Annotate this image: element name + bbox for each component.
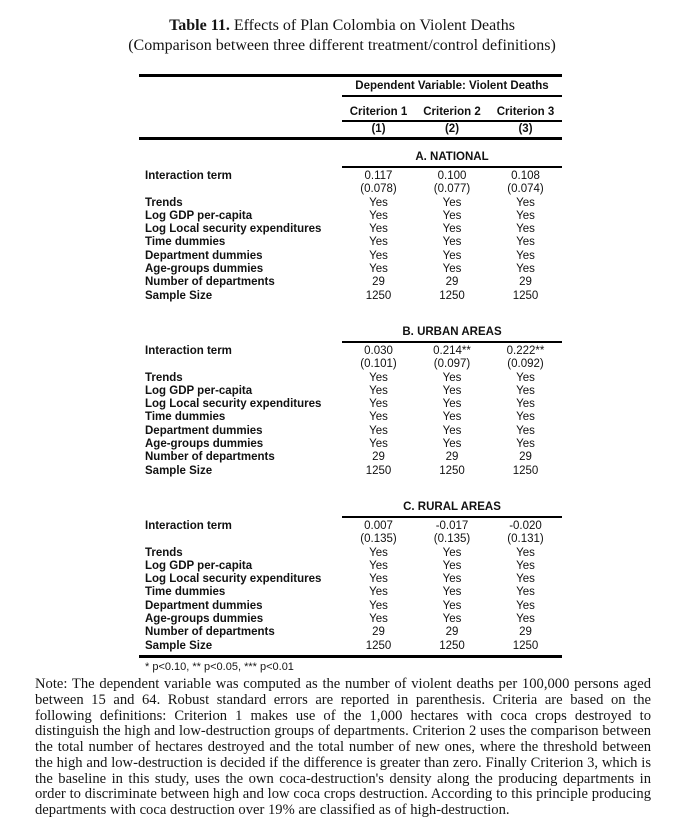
- table-row: [139, 170, 562, 183]
- cell-value: Yes: [369, 398, 388, 411]
- cell-value: Yes: [442, 209, 462, 222]
- cell-value: (0.101): [360, 358, 397, 371]
- cell-value: Yes: [442, 384, 462, 397]
- table-row: [139, 547, 562, 560]
- table-row: [139, 276, 562, 289]
- cell-value: 1250: [512, 289, 539, 302]
- cell-value: Yes: [442, 613, 462, 626]
- cell-value: Yes: [369, 263, 388, 276]
- cell-value: Yes: [516, 209, 535, 222]
- row-label: Sample Size: [145, 289, 213, 302]
- cell-value: Yes: [516, 424, 535, 437]
- cell-value: 29: [519, 276, 532, 289]
- panel-title: C. RURAL AREAS: [342, 501, 562, 518]
- row-label: Log Local security expenditures: [145, 223, 322, 236]
- cell-value: Yes: [369, 546, 388, 559]
- cell-value: Yes: [369, 573, 388, 586]
- cell-value: Yes: [369, 559, 388, 572]
- criterion-header-row: [139, 106, 562, 122]
- cell-value: 0.100: [437, 170, 467, 182]
- cell-value: -0.020: [509, 519, 542, 532]
- cell-value: Yes: [369, 384, 388, 397]
- cell-value: (0.097): [433, 358, 471, 371]
- table-row: [139, 197, 562, 210]
- cell-value: 1250: [365, 464, 392, 477]
- cell-value: Yes: [369, 371, 388, 384]
- cell-value: Yes: [516, 573, 535, 586]
- row-label: Department dummies: [145, 249, 263, 262]
- cell-value: 0.214**: [433, 344, 471, 357]
- cell-value: 29: [372, 276, 385, 289]
- cell-value: 0.117: [364, 170, 393, 182]
- cell-value: 29: [445, 276, 459, 289]
- header-gap: [139, 97, 562, 106]
- row-label: Time dummies: [145, 411, 226, 424]
- table-row: [139, 223, 562, 236]
- table-row: [139, 385, 562, 398]
- panel-spacer: [139, 151, 342, 168]
- cell-value: (0.135): [433, 533, 471, 546]
- cell-value: Yes: [516, 196, 535, 209]
- cell-value: Yes: [516, 384, 535, 397]
- dependent-variable-header: Dependent Variable: Violent Deaths: [342, 80, 562, 97]
- table-row: [139, 236, 562, 249]
- cell-value: Yes: [369, 411, 388, 424]
- panel-national: [139, 151, 562, 303]
- table-row: [139, 451, 562, 464]
- row-label: Number of departments: [145, 626, 275, 639]
- table-row: [139, 263, 562, 276]
- cell-value: Yes: [516, 586, 535, 599]
- row-label: Department dummies: [145, 599, 263, 612]
- cell-value: 0.030: [364, 344, 393, 357]
- column-number-row: [139, 122, 562, 137]
- cell-value: Yes: [369, 424, 388, 437]
- cell-value: 29: [445, 451, 459, 464]
- panel-header-row: [139, 151, 562, 168]
- cell-value: Yes: [442, 424, 462, 437]
- cell-value: 0.007: [364, 519, 393, 532]
- cell-value: Yes: [516, 236, 535, 249]
- table-title-line1: [0, 16, 684, 36]
- cell-value: Yes: [442, 599, 462, 612]
- cell-value: 1250: [439, 464, 465, 477]
- table-row: [139, 345, 562, 358]
- cell-value: Yes: [442, 398, 462, 411]
- cell-value: 1250: [365, 289, 392, 302]
- cell-value: Yes: [516, 223, 535, 236]
- row-label: Number of departments: [145, 276, 275, 289]
- table-title-text: Effects of Plan Colombia on Violent Deaths: [233, 17, 515, 34]
- row-label: Log GDP per-capita: [145, 384, 253, 397]
- cell-value: 1250: [439, 289, 465, 302]
- table-row: [139, 626, 562, 639]
- cell-value: (0.131): [507, 533, 544, 546]
- panel-rural-areas: [139, 501, 562, 653]
- cell-value: 29: [372, 451, 385, 464]
- cell-value: Yes: [516, 559, 535, 572]
- cell-value: 1250: [512, 639, 539, 652]
- cell-value: (0.078): [360, 183, 397, 196]
- row-label: Sample Size: [145, 639, 213, 652]
- row-label: Interaction term: [145, 344, 232, 357]
- panel-title: A. NATIONAL: [342, 151, 562, 168]
- table-row: [139, 411, 562, 424]
- row-label: Age-groups dummies: [145, 613, 264, 626]
- cell-value: (0.074): [507, 183, 544, 196]
- cell-value: Yes: [442, 586, 462, 599]
- table-row: [139, 573, 562, 586]
- column-header: Criterion 3: [496, 106, 555, 118]
- row-label: Interaction term: [145, 519, 232, 532]
- column-number: (3): [518, 123, 533, 135]
- header-spacer: [139, 80, 342, 97]
- table-row: [139, 425, 562, 438]
- row-label: Log Local security expenditures: [145, 573, 322, 586]
- cell-value: 1250: [439, 639, 465, 652]
- table-title: [0, 0, 684, 55]
- cell-value: Yes: [369, 249, 388, 262]
- cell-value: Yes: [442, 559, 462, 572]
- column-header: Criterion 2: [423, 106, 481, 118]
- cell-value: Yes: [516, 249, 535, 262]
- row-label: Age-groups dummies: [145, 438, 264, 451]
- table-row: [139, 210, 562, 223]
- cell-value: Yes: [516, 546, 535, 559]
- panel-spacer: [139, 326, 342, 343]
- table-row: [139, 520, 562, 533]
- panel-spacer: [139, 501, 342, 518]
- row-label: Trends: [145, 196, 183, 209]
- cell-value: 1250: [365, 639, 392, 652]
- table-row: [139, 613, 562, 626]
- cell-value: Yes: [516, 411, 535, 424]
- cell-value: Yes: [369, 209, 388, 222]
- table-row: [139, 250, 562, 263]
- cell-value: 0.108: [511, 170, 540, 182]
- cell-value: Yes: [442, 196, 462, 209]
- table-row: [139, 586, 562, 599]
- row-label: Age-groups dummies: [145, 263, 264, 276]
- table-row: [139, 372, 562, 385]
- row-label: Number of departments: [145, 451, 275, 464]
- cell-value: Yes: [442, 438, 462, 451]
- cell-value: Yes: [442, 223, 462, 236]
- header-spacer: [139, 106, 342, 122]
- row-label: Trends: [145, 371, 183, 384]
- cell-value: 1250: [512, 464, 539, 477]
- cell-value: Yes: [516, 599, 535, 612]
- table-row: [139, 290, 562, 303]
- panel-urban-areas: [139, 326, 562, 478]
- row-label: Time dummies: [145, 586, 226, 599]
- table-number: Table 11.: [169, 17, 230, 34]
- significance-note: * p<0.10, ** p<0.05, *** p<0.01: [145, 660, 294, 673]
- cell-value: (0.135): [360, 533, 397, 546]
- cell-value: Yes: [442, 263, 462, 276]
- cell-value: Yes: [369, 223, 388, 236]
- row-label: Log Local security expenditures: [145, 398, 322, 411]
- row-label: Log GDP per-capita: [145, 559, 253, 572]
- cell-value: Yes: [516, 613, 535, 626]
- cell-value: (0.092): [507, 358, 544, 371]
- cell-value: Yes: [442, 236, 462, 249]
- cell-value: 29: [372, 626, 385, 639]
- table-row: [139, 358, 562, 371]
- criterion-headers: [342, 106, 562, 122]
- cell-value: 29: [519, 626, 532, 639]
- cell-value: 29: [445, 626, 459, 639]
- cell-value: Yes: [442, 546, 462, 559]
- table-row: [139, 398, 562, 411]
- cell-value: Yes: [369, 599, 388, 612]
- cell-value: (0.077): [433, 183, 471, 196]
- table-note: Note: The dependent variable was computed as the number of violent deaths per 100,000 persons aged between 15 and 64. Robust standard errors are reported in parenthesis. Criteria are based on the following definitions: Criterion 1 makes use of the 1,000 hectares with coca crops destroyed to distinguish the high and low-destruction groups of departments. Criterion 2 uses the comparison between the total number of hectares destroyed and the total number of new ones, where the threshold between the high and low-destruction is decided if the difference is greater than zero. Finally Criterion 3, which is the baseline in this study, uses the own coca-destruction's density along the producing departments in order to discriminate between high and low coca crops destruction. According to this principle producing departments with coca destruction over 19% are classified as of high-destruction.: [35, 675, 651, 819]
- panel-title: B. URBAN AREAS: [342, 326, 562, 343]
- table-row: [139, 465, 562, 478]
- cell-value: Yes: [442, 249, 462, 262]
- cell-value: Yes: [516, 263, 535, 276]
- cell-value: Yes: [369, 613, 388, 626]
- panel-header-row: [139, 501, 562, 518]
- table-row: [139, 600, 562, 613]
- cell-value: Yes: [516, 371, 535, 384]
- dependent-variable-row: [139, 80, 562, 97]
- table-row: [139, 560, 562, 573]
- cell-value: Yes: [442, 573, 462, 586]
- cell-value: Yes: [442, 371, 462, 384]
- row-label: Sample Size: [145, 464, 213, 477]
- table-row: [139, 533, 562, 546]
- cell-value: -0.017: [435, 519, 469, 532]
- cell-value: 29: [519, 451, 532, 464]
- table-row: [139, 640, 562, 653]
- column-number: (1): [371, 123, 386, 135]
- cell-value: Yes: [516, 398, 535, 411]
- cell-value: Yes: [369, 236, 388, 249]
- cell-value: Yes: [369, 586, 388, 599]
- table-row: [139, 183, 562, 196]
- table-subtitle: (Comparison between three different treatment/control definitions): [128, 36, 556, 54]
- cell-value: Yes: [369, 196, 388, 209]
- header-spacer: [139, 122, 342, 137]
- row-label: Log GDP per-capita: [145, 209, 253, 222]
- row-label: Trends: [145, 546, 183, 559]
- panel-header-row: [139, 326, 562, 343]
- cell-value: Yes: [442, 411, 462, 424]
- cell-value: 0.222**: [506, 344, 545, 357]
- column-number: (2): [444, 123, 460, 135]
- cell-value: Yes: [369, 438, 388, 451]
- row-label: Department dummies: [145, 424, 263, 437]
- column-header: Criterion 1: [349, 106, 408, 118]
- cell-value: Yes: [516, 438, 535, 451]
- table-header: [139, 80, 562, 140]
- results-table: [139, 74, 562, 658]
- row-label: Interaction term: [145, 170, 232, 182]
- table-row: [139, 438, 562, 451]
- row-label: Time dummies: [145, 236, 226, 249]
